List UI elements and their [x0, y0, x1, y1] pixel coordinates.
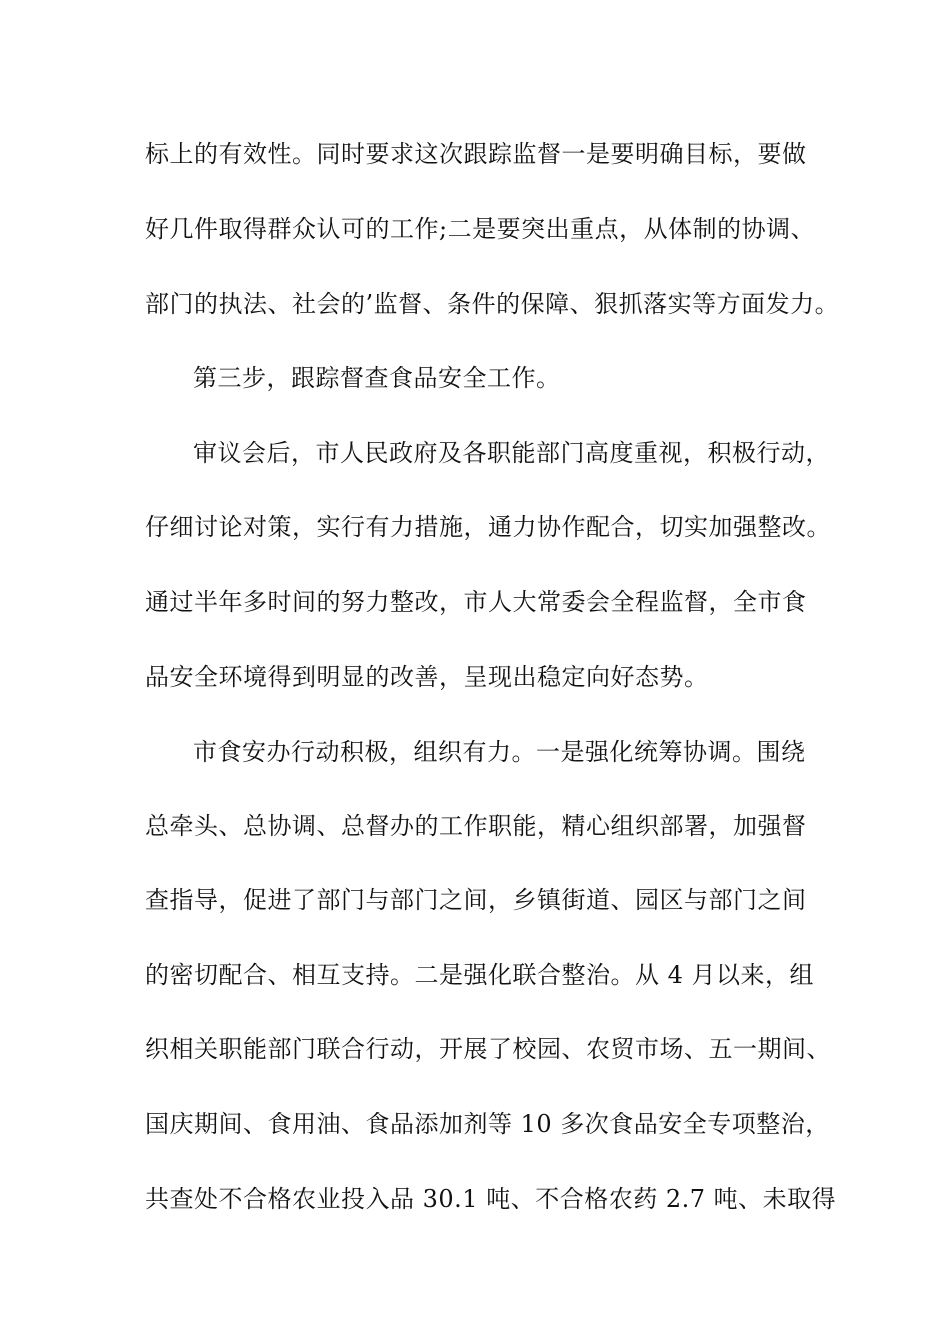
text-line: 查指导，促进了部门与部门之间，乡镇街道、园区与部门之间: [145, 886, 807, 914]
text-line: 品安全环境得到明显的改善，呈现出稳定向好态势。: [145, 663, 709, 691]
section-heading: 第三步，跟踪督查食品安全工作。: [193, 364, 561, 392]
text-line: 好几件取得群众认可的工作;二是要突出重点，从体制的协调、: [145, 215, 816, 243]
text-line: 部门的执法、社会的’监督、条件的保障、狠抓落实等方面发力。: [145, 290, 840, 318]
text-line: 通过半年多时间的努力整改，市人大常委会全程监督，全市食: [145, 588, 807, 616]
text-line: 共查处不合格农业投入品 30.1 吨、不合格农药 2.7 吨、未取得: [145, 1185, 837, 1213]
text-line: 标上的有效性。同时要求这次跟踪监督一是要明确目标，要做: [145, 140, 807, 168]
text-line: 市食安办行动积极，组织有力。一是强化统筹协调。围绕: [193, 738, 806, 766]
text-line: 仔细讨论对策，实行有力措施，通力协作配合，切实加强整改。: [145, 513, 831, 541]
text-line: 国庆期间、食用油、食品添加剂等 10 多次食品安全专项整治，: [145, 1110, 830, 1138]
text-line: 审议会后，市人民政府及各职能部门高度重视，积极行动，: [193, 439, 830, 467]
text-line: 织相关职能部门联合行动，开展了校园、农贸市场、五一期间、: [145, 1035, 831, 1063]
text-line: 总牵头、总协调、总督办的工作职能，精心组织部署，加强督: [145, 812, 807, 840]
text-line: 的密切配合、相互支持。二是强化联合整治。从 4 月以来，组: [145, 961, 815, 989]
